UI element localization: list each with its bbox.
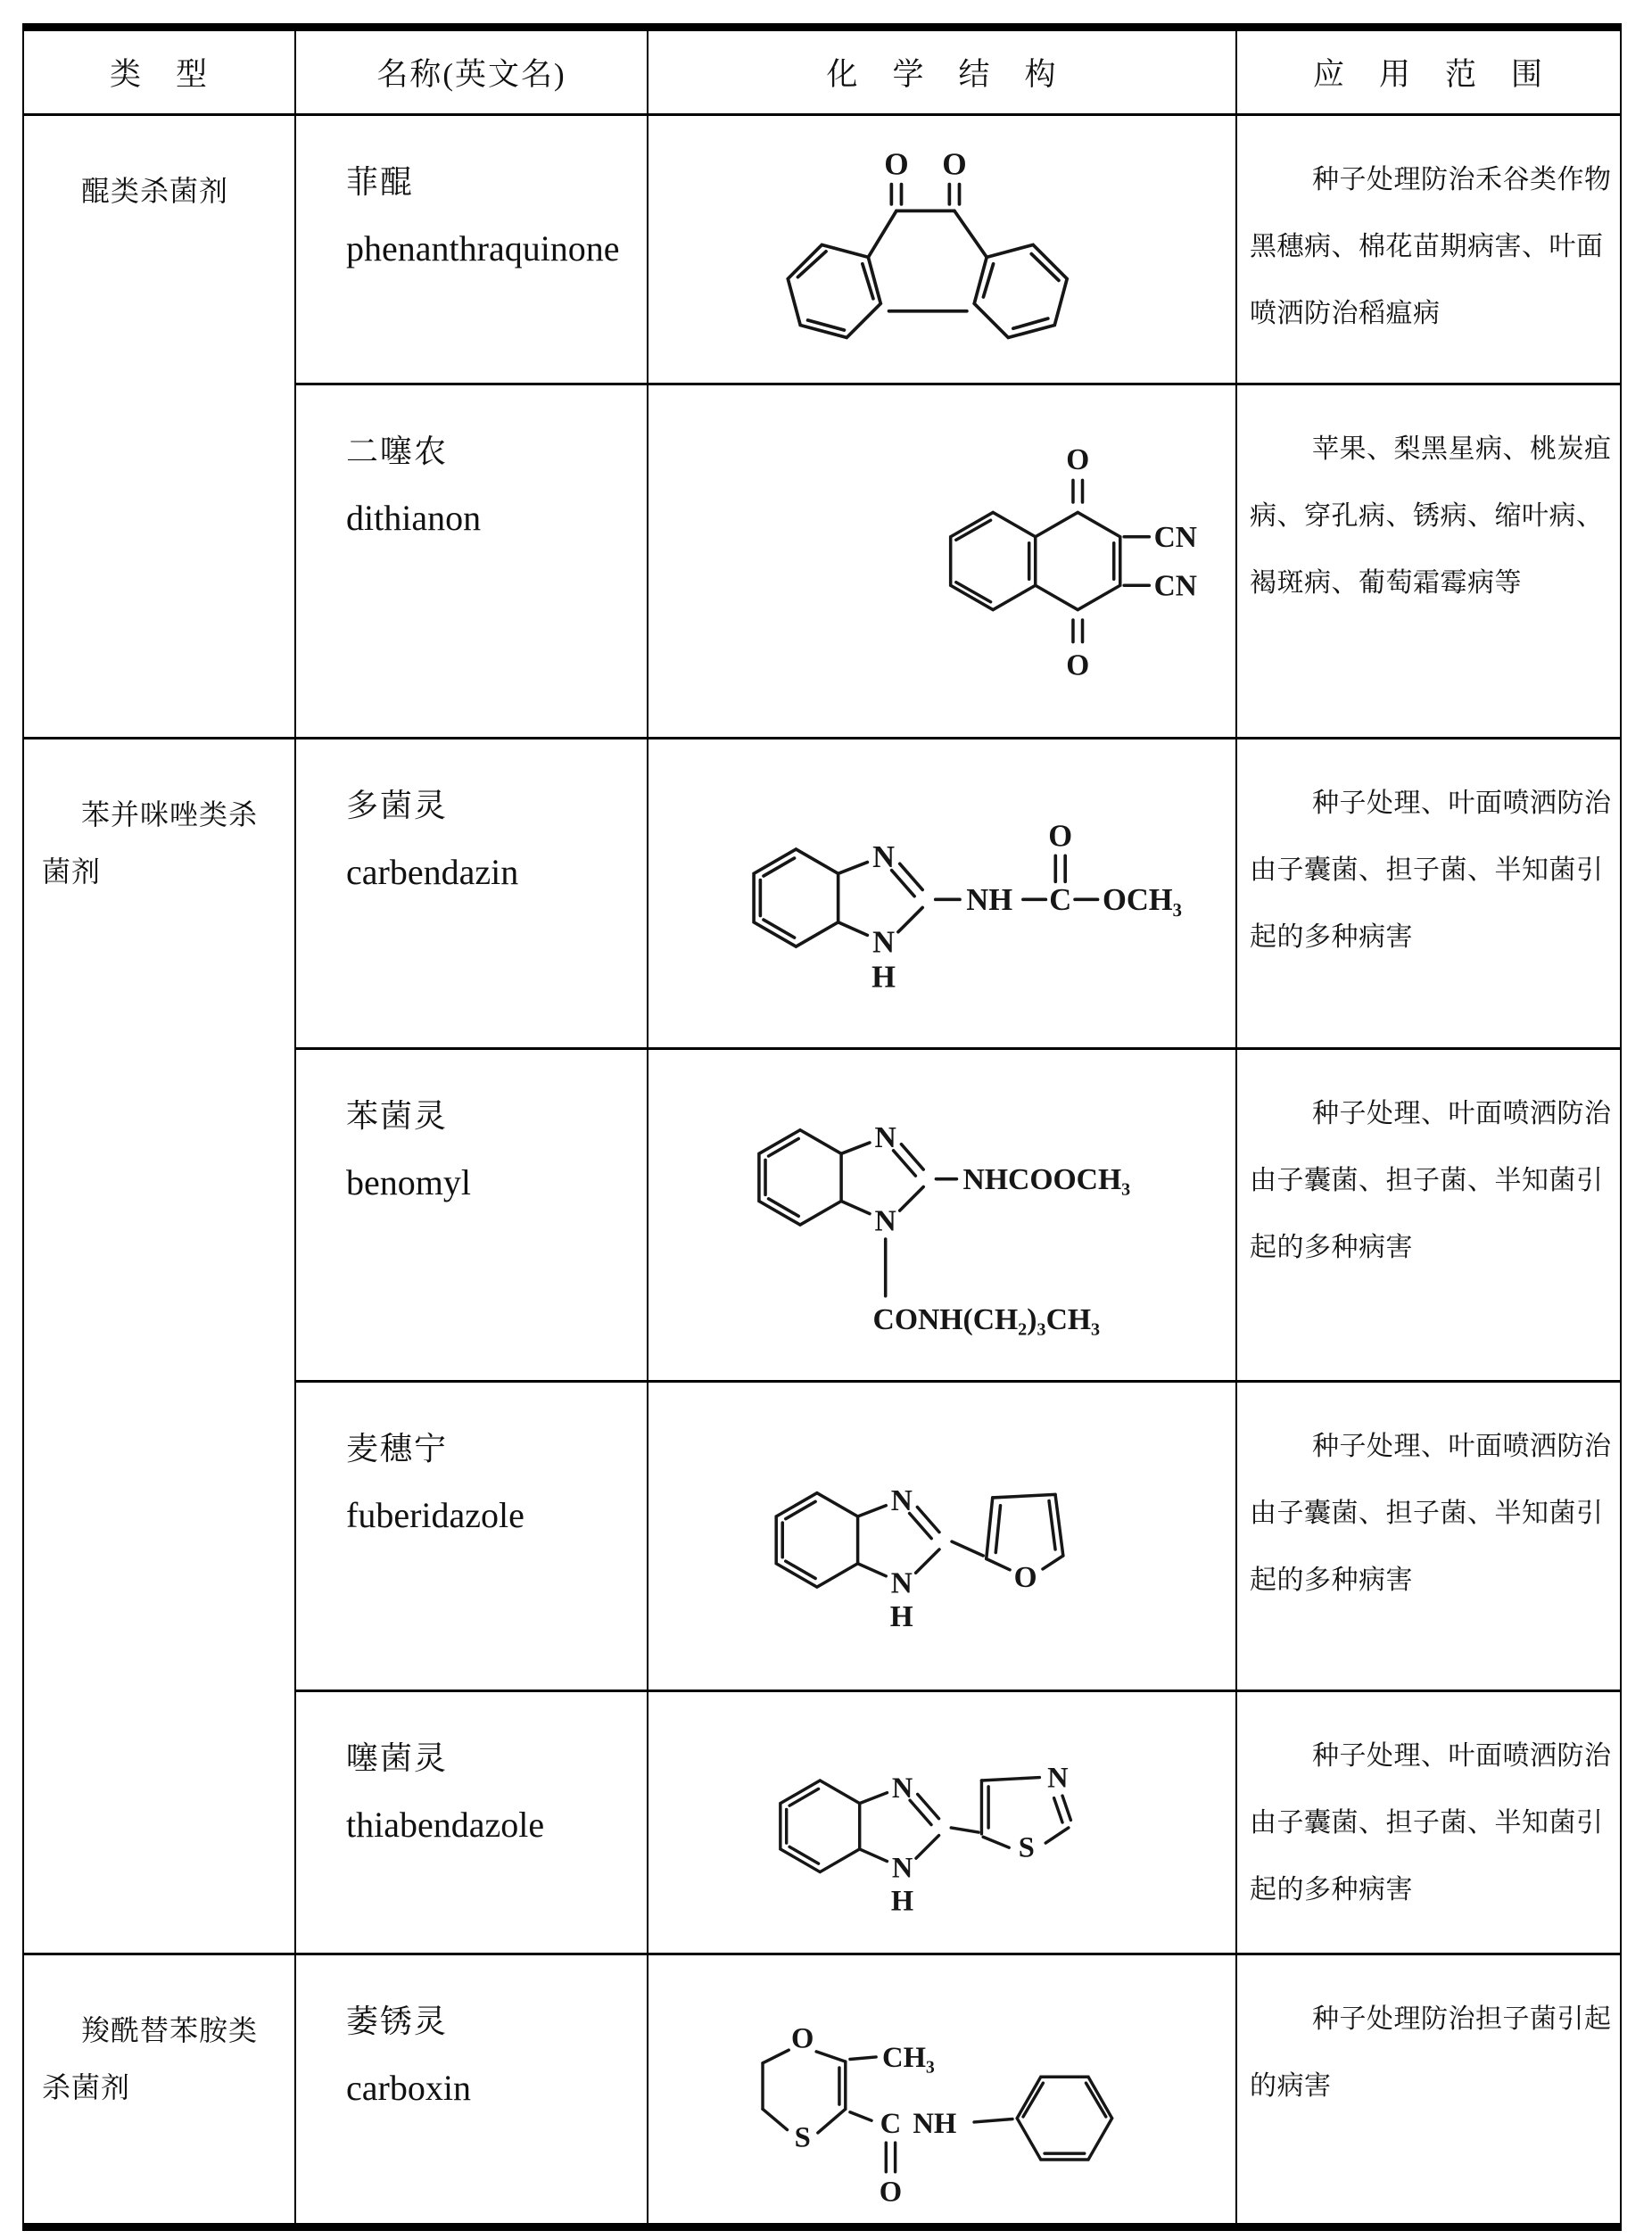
- fungicide-table: [22, 23, 1622, 2231]
- name-cn: 苯菌灵: [346, 1098, 449, 1134]
- oxygen-label: O: [942, 146, 967, 181]
- oxygen-label: O: [1065, 443, 1089, 477]
- application-text: 种子处理防治禾谷类作物黑穗病、棉花苗期病害、叶面喷洒防治稻瘟病: [1250, 165, 1612, 328]
- thiabendazole-structure: [706, 1697, 1178, 1948]
- sulfur-label: S: [1018, 1831, 1035, 1864]
- structure-cell: [648, 1955, 1237, 2223]
- dithianon-structure: [824, 402, 1217, 720]
- carbon-label: C: [1049, 882, 1072, 917]
- structure-cell: [648, 1383, 1237, 1690]
- name-cn: 二噻农: [346, 434, 449, 469]
- nitrogen-label: N: [872, 839, 896, 874]
- sulfur-label: S: [794, 2121, 811, 2154]
- application-text: 种子处理、叶面喷洒防治由子囊菌、担子菌、半知菌引起的多种病害: [1250, 1099, 1612, 1262]
- table-row: [296, 739, 1620, 1050]
- type-cell: 苯并咪唑类杀菌剂: [24, 739, 296, 1953]
- carbendazin-structure: [674, 760, 1210, 1028]
- nitrogen-label: N: [874, 1121, 896, 1155]
- nh-label: NH: [966, 882, 1013, 917]
- table-row: [296, 1692, 1620, 1953]
- carbon-label: C: [880, 2107, 902, 2140]
- nh-label: NH: [913, 2107, 957, 2140]
- table-row: [296, 1955, 1620, 2223]
- name-cell: [296, 385, 648, 737]
- nitrogen-label: N: [890, 1566, 913, 1600]
- oxygen-label: O: [790, 2022, 814, 2055]
- oxygen-label: O: [879, 2176, 903, 2209]
- header-type: 类 型: [24, 31, 296, 113]
- name-cell: [296, 116, 648, 383]
- oxygen-label: O: [1065, 649, 1089, 682]
- nitrogen-label: N: [891, 1772, 913, 1805]
- name-en: fuberidazole: [346, 1495, 525, 1535]
- table-header-row: [24, 31, 1620, 116]
- table-row: [296, 116, 1620, 385]
- name-cell: [296, 739, 648, 1047]
- section-quinone: [24, 116, 1620, 739]
- name-cell: [296, 1050, 648, 1380]
- table-row: [296, 1383, 1620, 1692]
- hydrogen-label: H: [890, 1885, 914, 1918]
- application-text: 苹果、梨黑星病、桃炭疽病、穿孔病、锈病、缩叶病、褐斑病、葡萄霜霉病等: [1250, 434, 1612, 598]
- name-en: benomyl: [346, 1162, 471, 1202]
- structure-cell: [648, 385, 1237, 737]
- table-row: [296, 1050, 1620, 1383]
- name-en: thiabendazole: [346, 1805, 545, 1845]
- table-row: [296, 385, 1620, 737]
- name-cn: 多菌灵: [346, 788, 449, 823]
- butylcarbamoyl-label: CONH(CH₂)₃CH₃: [872, 1303, 1100, 1337]
- application-text: 种子处理、叶面喷洒防治由子囊菌、担子菌、半知菌引起的多种病害: [1250, 1741, 1612, 1904]
- section-benzimidazole: [24, 739, 1620, 1955]
- benomyl-structure: [681, 1059, 1203, 1371]
- type-cell: 羧酰替苯胺类杀菌剂: [24, 1955, 296, 2223]
- nitrogen-label: N: [1047, 1762, 1069, 1795]
- name-cn: 萎锈灵: [346, 2004, 449, 2039]
- hydrogen-label: H: [889, 1600, 913, 1634]
- nitrogen-label: N: [891, 1852, 913, 1885]
- fuberidazole-structure: [699, 1407, 1185, 1665]
- phenanthraquinone-structure: [710, 121, 1174, 378]
- type-cell: 醌类杀菌剂: [24, 116, 296, 737]
- section-carboxanilide: [24, 1955, 1620, 2223]
- cyano-label: CN: [1153, 569, 1197, 603]
- application-text: 种子处理防治担子菌引起的病害: [1250, 2004, 1612, 2101]
- nitrogen-label: N: [872, 924, 896, 959]
- name-cn: 麦穗宁: [346, 1431, 449, 1467]
- cyano-label: CN: [1153, 521, 1197, 555]
- structure-cell: [648, 1050, 1237, 1380]
- carboxin-structure: [665, 1959, 1218, 2219]
- name-en: dithianon: [346, 498, 482, 538]
- name-cn: 噻菌灵: [346, 1740, 449, 1776]
- name-en: carboxin: [346, 2068, 471, 2108]
- oxygen-label: O: [1048, 818, 1073, 853]
- header-structure: 化 学 结 构: [648, 31, 1237, 113]
- application-text: 种子处理、叶面喷洒防治由子囊菌、担子菌、半知菌引起的多种病害: [1250, 1432, 1612, 1595]
- structure-cell: [648, 739, 1237, 1047]
- nitrogen-label: N: [874, 1204, 896, 1238]
- header-application: 应 用 范 围: [1312, 57, 1544, 92]
- header-name: 名称(英文名): [296, 31, 648, 113]
- name-cn: 菲醌: [346, 164, 415, 200]
- hydrogen-label: H: [871, 960, 896, 995]
- name-en: phenanthraquinone: [346, 228, 620, 269]
- name-en: carbendazin: [346, 852, 519, 892]
- name-cell: [296, 1955, 648, 2223]
- methyl-label: CH₃: [882, 2042, 935, 2075]
- oxygen-label: O: [1013, 1561, 1037, 1595]
- name-cell: [296, 1383, 648, 1690]
- structure-cell: [648, 116, 1237, 383]
- oxygen-label: O: [884, 146, 909, 181]
- carbamate-label: NHCOOCH₃: [962, 1163, 1130, 1197]
- methoxy-label: OCH₃: [1103, 882, 1183, 917]
- structure-cell: [648, 1692, 1237, 1953]
- application-text: 种子处理、叶面喷洒防治由子囊菌、担子菌、半知菌引起的多种病害: [1250, 789, 1612, 952]
- name-cell: [296, 1692, 648, 1953]
- nitrogen-label: N: [890, 1484, 913, 1517]
